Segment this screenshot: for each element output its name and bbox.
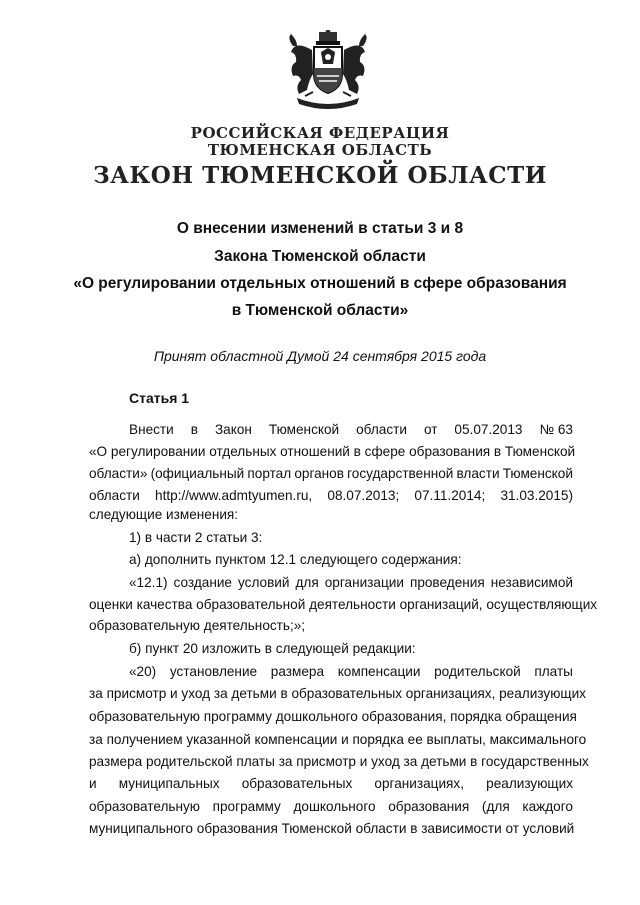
body-line: образовательную деятельность;»; xyxy=(89,618,306,633)
body-line: образовательную программу дошкольного образования, порядка обращения xyxy=(89,709,577,724)
law-title-line: О внесении изменений в статьи 3 и 8 xyxy=(176,220,464,237)
header-country: РОССИЙСКАЯ ФЕДЕРАЦИЯ xyxy=(190,124,450,142)
body-line: «О регулировании отдельных отношений в сфере образования в Тюменской xyxy=(89,444,576,459)
coat-of-arms-icon xyxy=(283,30,373,112)
header-region: ТЮМЕНСКАЯ ОБЛАСТЬ xyxy=(207,141,433,159)
source-link: http://www.admtyumen.ru, xyxy=(155,488,313,503)
header-law-type: ЗАКОН ТЮМЕНСКОЙ ОБЛАСТИ xyxy=(93,162,547,189)
body-line: «20) установление размера компенсации родительской платы xyxy=(129,664,573,679)
body-line: оценки качества образовательной деятельности организаций, осуществляющих xyxy=(89,597,598,612)
law-title-line: Закона Тюменской области xyxy=(214,248,426,265)
body-line: образовательную программу дошкольного образования (для каждого xyxy=(89,799,573,814)
list-item: б) пункт 20 изложить в следующей редакции: xyxy=(129,641,416,656)
law-title-line: в Тюменской области» xyxy=(231,302,409,319)
law-title-line: «О регулировании отдельных отношений в сфере образования xyxy=(73,275,567,292)
list-item: а) дополнить пунктом 12.1 следующего содержания: xyxy=(129,552,462,567)
body-line: муниципального образования Тюменской области в зависимости от условий xyxy=(89,821,575,836)
body-line: за получением указанной компенсации и порядка ее выплаты, максимального xyxy=(89,732,587,747)
body-line: за присмотр и уход за детьми в образовательных организациях, реализующих xyxy=(89,686,586,701)
article-heading: Статья 1 xyxy=(129,390,190,406)
body-line: «12.1) создание условий для организации проведения независимой xyxy=(129,575,573,590)
body-line: Внести в Закон Тюменской области от 05.07.2013 № 63 xyxy=(129,422,573,437)
body-line: следующие изменения: xyxy=(89,507,239,522)
body-line: области http://www.admtyumen.ru, 08.07.2013; 07.11.2014; 31.03.2015) xyxy=(89,488,573,503)
body-line: области» (официальный портал органов государственной власти Тюменской xyxy=(89,466,573,481)
body-line: и муниципальных образовательных организациях, реализующих xyxy=(89,776,573,791)
body-line: размера родительской платы за присмотр и уход за детьми в государственных xyxy=(89,754,589,769)
adoption-date: Принят областной Думой 24 сентября 2015 года xyxy=(153,348,487,364)
list-item: 1) в части 2 статьи 3: xyxy=(129,530,263,545)
